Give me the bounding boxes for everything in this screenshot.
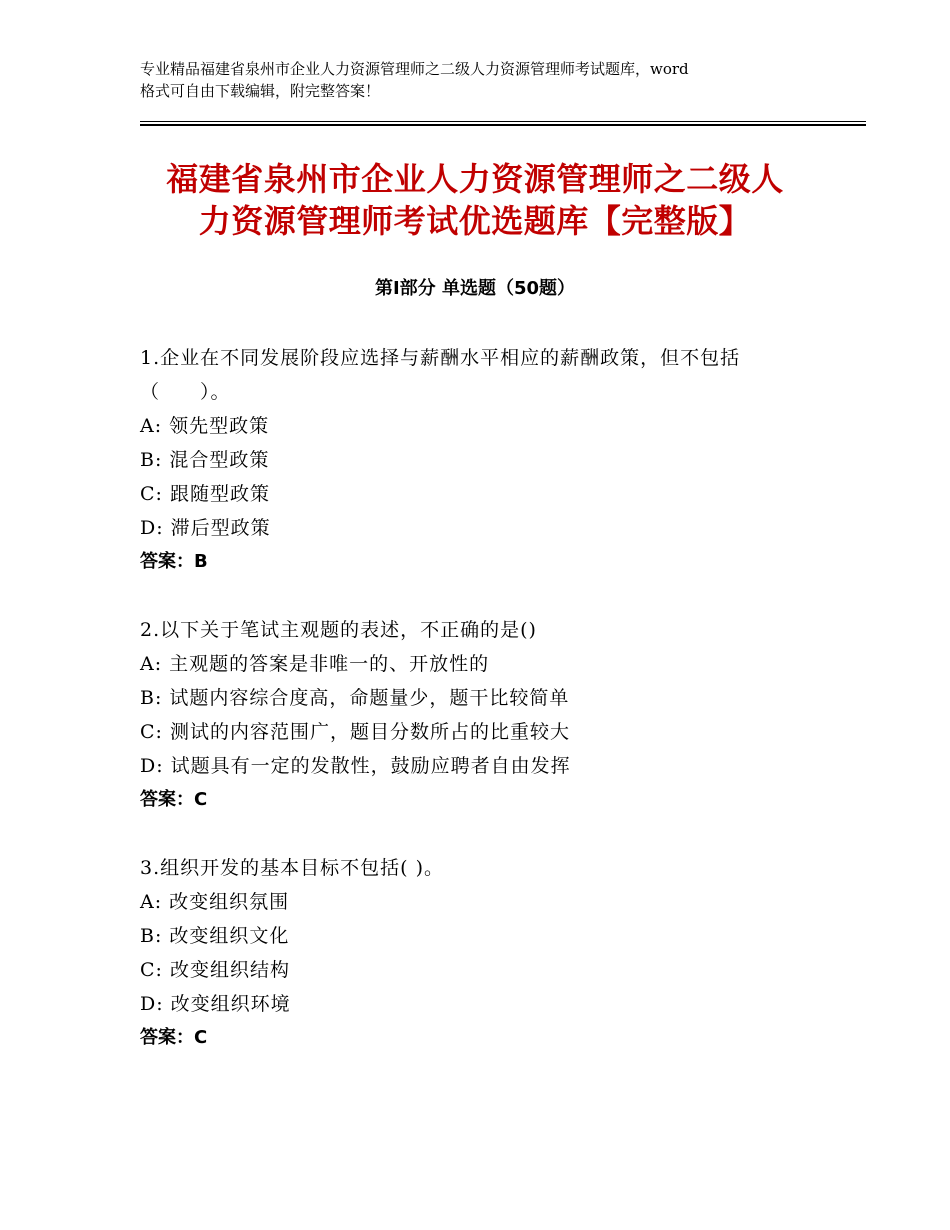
header-note-line-1: 专业精品福建省泉州市企业人力资源管理师之二级人力资源管理师考试题库，word (140, 60, 689, 78)
option-c: C: 跟随型政策 (140, 483, 270, 505)
answer: 答案：B (140, 551, 208, 572)
document-title (130, 158, 820, 242)
header-note (140, 58, 830, 102)
option-b: B: 试题内容综合度高，命题量少，题干比较简单 (140, 687, 570, 709)
option-a: A: 主观题的答案是非唯一的、开放性的 (140, 653, 490, 675)
document-title-line-1: 福建省泉州市企业人力资源管理师之二级人 (166, 160, 784, 198)
option-d: D: 滞后型政策 (140, 517, 271, 539)
question-3 (140, 851, 830, 1055)
header-note-line-2: 格式可自由下载编辑，附完整答案！ (140, 82, 381, 100)
question-stem: 3.组织开发的基本目标不包括( )。 (140, 857, 444, 879)
question-2 (140, 613, 830, 817)
option-c: C: 改变组织结构 (140, 959, 290, 981)
header-divider (140, 121, 866, 126)
question-stem: 2.以下关于笔试主观题的表述，不正确的是() (140, 619, 537, 641)
answer: 答案：C (140, 789, 208, 810)
option-b: B: 改变组织文化 (140, 925, 290, 947)
document-title-line-2: 力资源管理师考试优选题库【完整版】 (198, 202, 752, 240)
question-stem-continued: （ ）。 (140, 381, 231, 403)
answer: 答案：C (140, 1027, 208, 1048)
option-d: D: 试题具有一定的发散性，鼓励应聘者自由发挥 (140, 755, 571, 777)
option-b: B: 混合型政策 (140, 449, 270, 471)
question-1 (140, 341, 830, 579)
option-c: C: 测试的内容范围广，题目分数所占的比重较大 (140, 721, 570, 743)
option-d: D: 改变组织环境 (140, 993, 291, 1015)
question-list (140, 341, 830, 1089)
section-heading: 第Ⅰ部分 单选题（50题） (374, 278, 575, 299)
option-a: A: 领先型政策 (140, 415, 270, 437)
option-a: A: 改变组织氛围 (140, 891, 290, 913)
question-stem: 1.企业在不同发展阶段应选择与薪酬水平相应的薪酬政策，但不包括 (140, 347, 741, 369)
